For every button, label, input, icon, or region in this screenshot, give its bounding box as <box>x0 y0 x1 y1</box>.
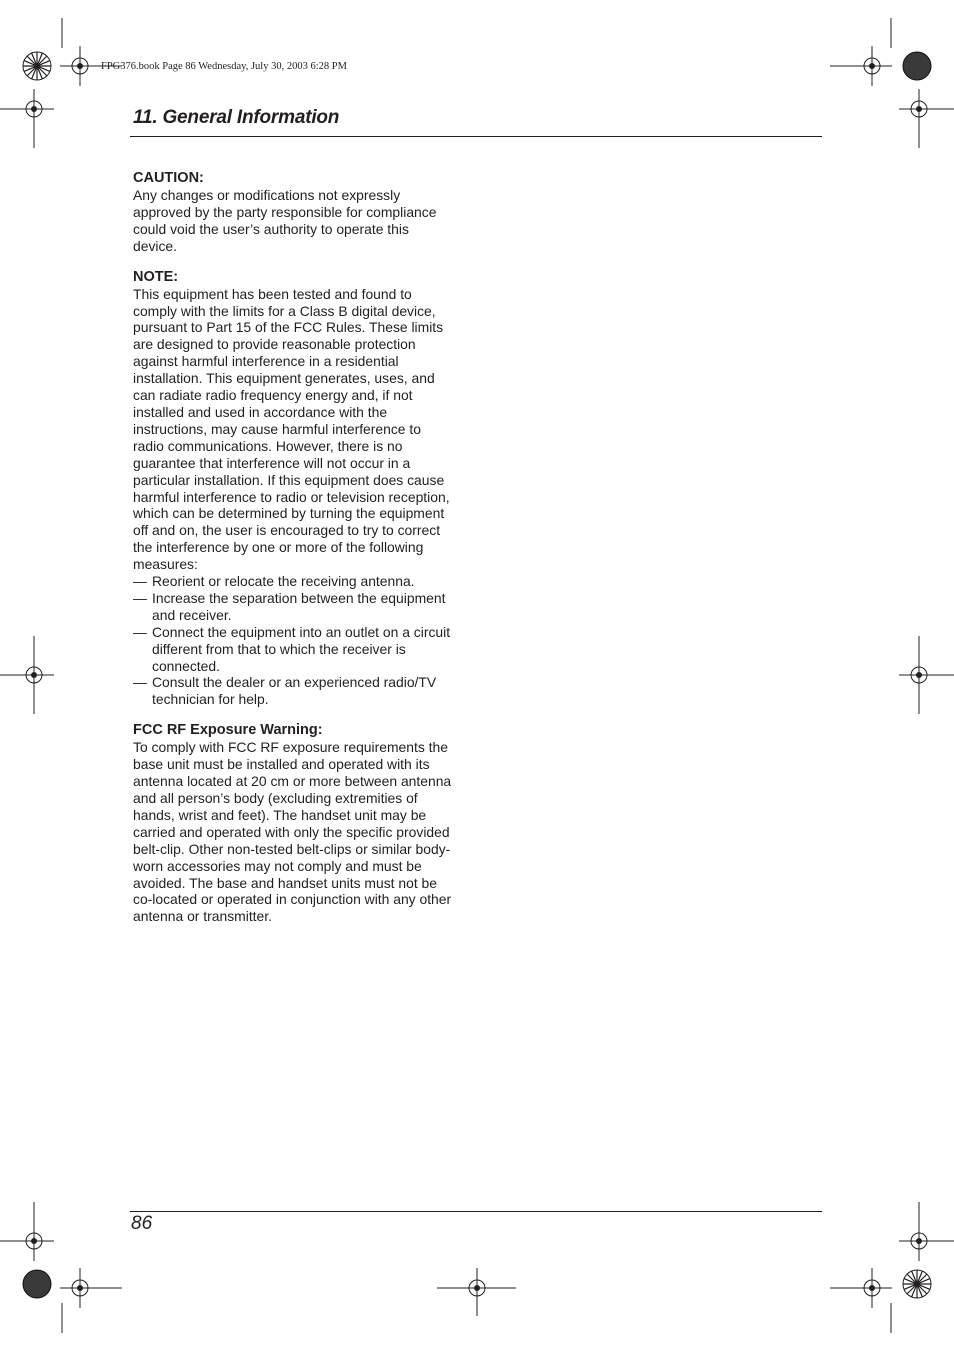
list-item <box>133 674 455 708</box>
caution-heading: CAUTION: <box>133 170 204 186</box>
dash-bullet: — <box>133 623 147 640</box>
caution-body: Any changes or modifications not expressly approved by the party responsible for compliance could void the user’s authority to operate this device. <box>133 187 437 254</box>
print-slug: FPG376.book Page 86 Wednesday, July 30, 2003 6:28 PM <box>101 61 347 72</box>
main-content <box>133 170 455 939</box>
caution-section <box>133 170 455 255</box>
header-divider <box>130 136 822 137</box>
fcc-body: To comply with FCC RF exposure requirements the base unit must be installed and operated with its antenna located at 20 cm or more between antenna and all person’s body (excluding extremities of hands, wrist and feet). The handset unit may be carried and operated with only the specific provided belt-clip. Other non-tested belt-clips or similar body-worn accessories may not comply and must be avoided. The base and handset units must not be co-located or operated in conjunction with any other antenna or transmitter. <box>133 739 452 925</box>
page-title: 11. General Information <box>133 107 340 128</box>
list-item <box>133 590 455 624</box>
list-item-text: Increase the separation between the equipment and receiver. <box>152 589 446 623</box>
measures-list <box>133 573 455 708</box>
note-body: This equipment has been tested and found to comply with the limits for a Class B digital device, pursuant to Part 15 of the FCC Rules. These limits are designed to provide reasonable protection against harmful interference in a residential installation. This equipment generates, uses, and can radiate radio frequency energy and, if not installed and used in accordance with the instructions, may cause harmful interference to radio communications. However, there is no guarantee that interference will not occur in a particular installation. If this equipment does cause harmful interference to radio or television reception, which can be determined by turning the equipment off and on, the user is encouraged to try to correct the interference by one or more of the following measures: <box>133 285 450 573</box>
list-item <box>133 573 455 590</box>
list-item-text: Reorient or relocate the receiving antenna. <box>152 573 415 590</box>
list-item-text: Connect the equipment into an outlet on a circuit different from that to which the receiver is connected. <box>152 623 451 674</box>
list-item <box>133 624 455 675</box>
footer-divider <box>130 1211 822 1212</box>
fcc-section <box>133 722 455 925</box>
page-number: 86 <box>131 1213 153 1234</box>
note-heading: NOTE: <box>133 268 179 285</box>
list-item-text: Consult the dealer or an experienced radio/TV technician for help. <box>152 674 437 708</box>
dash-bullet: — <box>133 573 147 590</box>
note-section <box>133 269 455 709</box>
fcc-heading: FCC RF Exposure Warning: <box>133 722 323 739</box>
dash-bullet: — <box>133 589 147 606</box>
dash-bullet: — <box>133 674 147 691</box>
